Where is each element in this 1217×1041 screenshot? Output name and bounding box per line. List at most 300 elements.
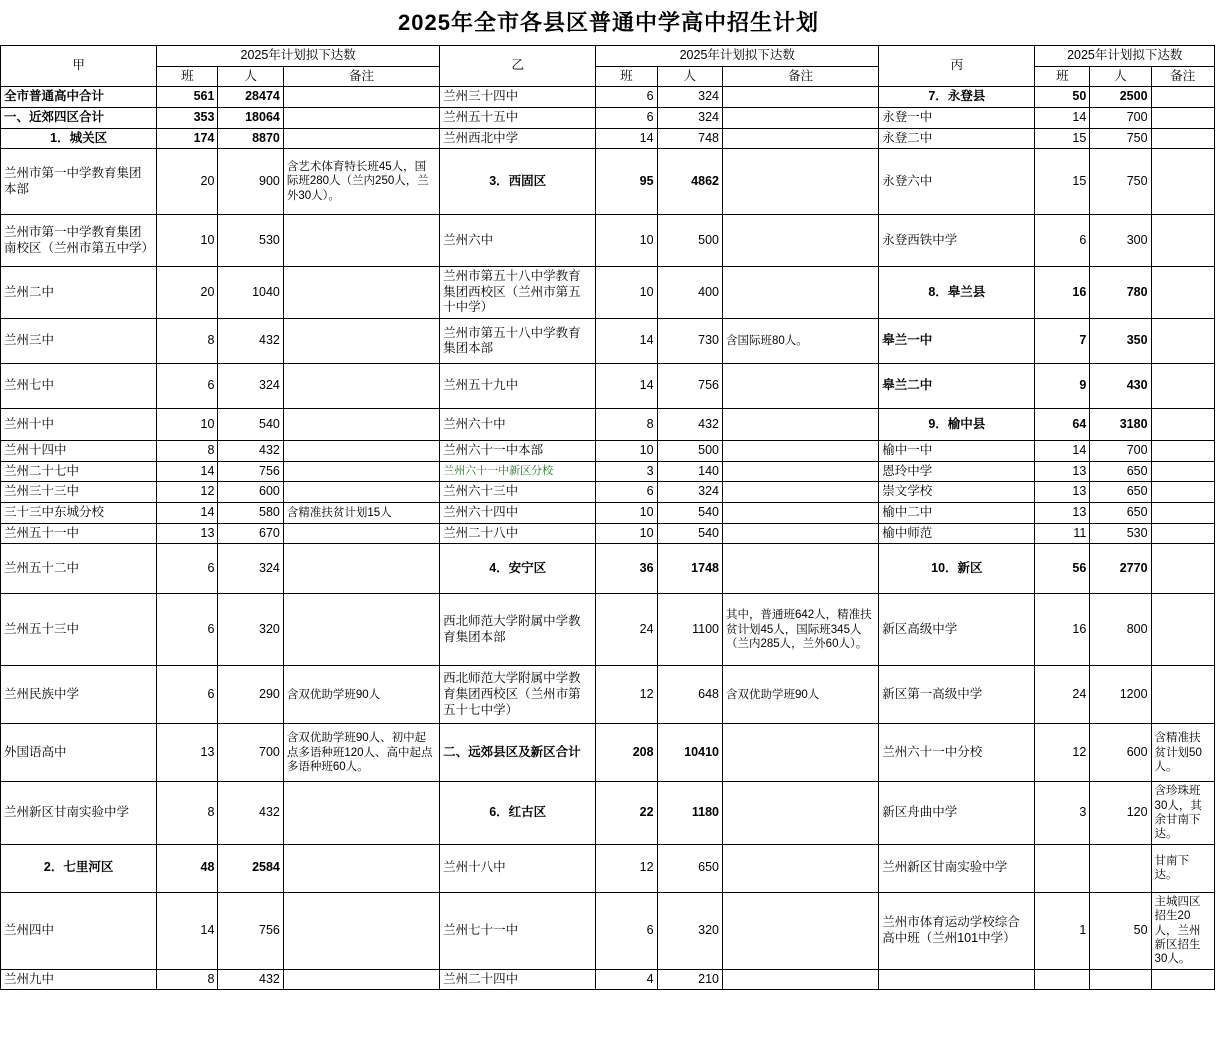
cell-class-count: 561 [157,87,218,108]
cell-note [283,482,439,503]
table-row [1,461,1215,482]
cell-school-name: 兰州二十八中 [440,523,596,544]
cell-school-name: 兰州市第一中学教育集团本部 [1,149,157,215]
header-group-a: 甲 [1,46,157,87]
header-group-c: 丙 [879,46,1035,87]
cell-student-count: 324 [657,107,722,128]
cell-note [1151,409,1214,441]
cell-student-count: 324 [218,544,283,594]
header-plan-b: 2025年计划拟下达数 [596,46,879,67]
cell-class-count: 12 [157,482,218,503]
cell-student-count: 1748 [657,544,722,594]
cell-student-count: 756 [218,892,283,969]
cell-class-count: 36 [596,544,657,594]
cell-class-count: 14 [596,128,657,149]
cell-school-name: 皋兰二中 [879,364,1035,409]
cell-student-count: 324 [657,87,722,108]
cell-student-count: 1180 [657,782,722,845]
cell-class-count: 20 [157,267,218,319]
table-row [1,892,1215,969]
header-note-b: 备注 [722,66,878,87]
header-class-b: 班 [596,66,657,87]
cell-note [1151,128,1214,149]
cell-note: 含双优助学班90人、初中起点多语种班120人、高中起点多语种班60人。 [283,724,439,782]
cell-student-count [1090,969,1151,990]
cell-school-name: 永登六中 [879,149,1035,215]
cell-student-count: 500 [657,441,722,462]
cell-note [283,364,439,409]
cell-class-count: 15 [1035,149,1090,215]
cell-note: 含精准扶贫计划50人。 [1151,724,1214,782]
cell-class-count: 10 [596,267,657,319]
cell-school-name: 皋兰一中 [879,319,1035,364]
cell-note [283,107,439,128]
cell-student-count: 800 [1090,594,1151,666]
cell-school-name: 榆中一中 [879,441,1035,462]
table-row [1,441,1215,462]
cell-school-name: 永登二中 [879,128,1035,149]
cell-class-count: 14 [157,503,218,524]
cell-class-count [1035,844,1090,892]
cell-school-name: 二、远郊县区及新区合计 [440,724,596,782]
cell-note [722,969,878,990]
cell-school-name: 7．永登县 [879,87,1035,108]
cell-school-name: 兰州五十三中 [1,594,157,666]
cell-student-count: 756 [218,461,283,482]
cell-note [283,87,439,108]
cell-class-count: 50 [1035,87,1090,108]
cell-note [722,844,878,892]
cell-note [1151,544,1214,594]
cell-class-count: 8 [157,782,218,845]
cell-note [1151,969,1214,990]
cell-note [1151,364,1214,409]
header-people-b: 人 [657,66,722,87]
cell-note [722,107,878,128]
cell-school-name: 4．安宁区 [440,544,596,594]
cell-school-name: 兰州六十一中新区分校 [440,461,596,482]
cell-class-count: 353 [157,107,218,128]
cell-school-name: 兰州十中 [1,409,157,441]
cell-class-count: 14 [157,892,218,969]
table-row [1,969,1215,990]
cell-class-count: 10 [157,409,218,441]
table-row [1,409,1215,441]
cell-note [1151,594,1214,666]
cell-student-count: 290 [218,666,283,724]
cell-note [722,782,878,845]
cell-school-name: 兰州六十一中分校 [879,724,1035,782]
cell-class-count: 64 [1035,409,1090,441]
table-row [1,267,1215,319]
cell-class-count: 14 [596,319,657,364]
header-plan-c: 2025年计划拟下达数 [1035,46,1215,67]
cell-note [1151,482,1214,503]
cell-school-name: 兰州六十四中 [440,503,596,524]
cell-note [283,782,439,845]
cell-class-count: 20 [157,149,218,215]
cell-school-name: 外国语高中 [1,724,157,782]
cell-school-name: 新区第一高级中学 [879,666,1035,724]
cell-class-count: 6 [157,594,218,666]
cell-class-count: 95 [596,149,657,215]
cell-student-count: 50 [1090,892,1151,969]
cell-note [722,724,878,782]
cell-note [283,594,439,666]
cell-school-name: 3．西固区 [440,149,596,215]
cell-school-name: 兰州十八中 [440,844,596,892]
cell-note [722,441,878,462]
table-row [1,724,1215,782]
cell-student-count [1090,844,1151,892]
cell-class-count: 16 [1035,267,1090,319]
cell-school-name: 兰州七中 [1,364,157,409]
cell-class-count: 9 [1035,364,1090,409]
cell-school-name: 兰州二中 [1,267,157,319]
cell-class-count: 10 [157,215,218,267]
cell-note [722,461,878,482]
cell-school-name: 9．榆中县 [879,409,1035,441]
cell-student-count: 530 [218,215,283,267]
cell-school-name: 10．新区 [879,544,1035,594]
cell-note: 含双优助学班90人 [283,666,439,724]
cell-class-count: 15 [1035,128,1090,149]
cell-student-count: 210 [657,969,722,990]
cell-class-count: 13 [157,724,218,782]
table-row [1,666,1215,724]
cell-note [722,503,878,524]
cell-note [283,319,439,364]
cell-student-count: 8870 [218,128,283,149]
cell-note [283,892,439,969]
cell-student-count: 700 [1090,441,1151,462]
enrollment-plan-table [0,45,1215,990]
cell-class-count: 14 [1035,107,1090,128]
cell-note [722,482,878,503]
cell-school-name: 兰州二十七中 [1,461,157,482]
cell-note [722,364,878,409]
cell-school-name: 兰州六中 [440,215,596,267]
table-row [1,364,1215,409]
cell-class-count: 8 [157,319,218,364]
cell-student-count: 350 [1090,319,1151,364]
cell-school-name: 三十三中东城分校 [1,503,157,524]
cell-class-count: 13 [1035,503,1090,524]
cell-school-name: 兰州西北中学 [440,128,596,149]
cell-school-name: 兰州新区甘南实验中学 [1,782,157,845]
cell-student-count: 2584 [218,844,283,892]
cell-student-count: 320 [218,594,283,666]
cell-student-count: 650 [1090,461,1151,482]
cell-class-count: 6 [596,892,657,969]
cell-student-count: 600 [1090,724,1151,782]
cell-note [283,544,439,594]
table-row [1,87,1215,108]
cell-note [722,87,878,108]
cell-note [722,544,878,594]
cell-student-count: 750 [1090,128,1151,149]
cell-school-name: 兰州三十三中 [1,482,157,503]
cell-student-count: 780 [1090,267,1151,319]
cell-student-count: 650 [1090,503,1151,524]
cell-class-count: 6 [157,544,218,594]
table-row [1,107,1215,128]
cell-class-count: 14 [596,364,657,409]
cell-school-name: 兰州六十中 [440,409,596,441]
cell-student-count: 430 [1090,364,1151,409]
cell-student-count: 670 [218,523,283,544]
cell-student-count: 140 [657,461,722,482]
cell-note [1151,523,1214,544]
cell-school-name: 兰州七十一中 [440,892,596,969]
cell-school-name: 西北师范大学附属中学教育集团本部 [440,594,596,666]
cell-note [722,149,878,215]
cell-class-count: 13 [1035,461,1090,482]
cell-note [283,461,439,482]
cell-class-count: 6 [596,87,657,108]
cell-class-count: 8 [157,441,218,462]
cell-class-count: 11 [1035,523,1090,544]
cell-school-name: 兰州三中 [1,319,157,364]
cell-student-count: 600 [218,482,283,503]
cell-student-count: 300 [1090,215,1151,267]
cell-school-name: 兰州新区甘南实验中学 [879,844,1035,892]
cell-student-count: 4862 [657,149,722,215]
cell-school-name: 兰州五十二中 [1,544,157,594]
header-people-c: 人 [1090,66,1151,87]
cell-class-count: 1 [1035,892,1090,969]
cell-note [1151,503,1214,524]
cell-school-name: 榆中师范 [879,523,1035,544]
header-class-a: 班 [157,66,218,87]
cell-student-count: 432 [657,409,722,441]
cell-school-name: 2．七里河区 [1,844,157,892]
header-note-a: 备注 [283,66,439,87]
cell-student-count: 700 [218,724,283,782]
cell-student-count: 400 [657,267,722,319]
header-class-c: 班 [1035,66,1090,87]
cell-student-count: 432 [218,782,283,845]
cell-school-name: 兰州三十四中 [440,87,596,108]
cell-class-count: 10 [596,503,657,524]
cell-school-name: 西北师范大学附属中学教育集团西校区（兰州市第五十七中学） [440,666,596,724]
cell-note [1151,441,1214,462]
cell-school-name: 兰州十四中 [1,441,157,462]
cell-note [283,409,439,441]
header-people-a: 人 [218,66,283,87]
cell-school-name: 兰州九中 [1,969,157,990]
cell-student-count: 3180 [1090,409,1151,441]
cell-note [283,844,439,892]
cell-student-count: 18064 [218,107,283,128]
cell-school-name: 榆中二中 [879,503,1035,524]
cell-note [283,215,439,267]
cell-class-count: 3 [1035,782,1090,845]
cell-class-count: 24 [596,594,657,666]
cell-note [722,128,878,149]
cell-student-count: 2500 [1090,87,1151,108]
cell-class-count: 13 [157,523,218,544]
table-header-row-1 [1,46,1215,67]
cell-note: 其中，普通班642人，精准扶贫计划45人，国际班345人（兰内285人，兰外60人）。 [722,594,878,666]
cell-class-count: 12 [596,844,657,892]
cell-student-count: 648 [657,666,722,724]
cell-student-count: 730 [657,319,722,364]
cell-school-name: 兰州四中 [1,892,157,969]
cell-student-count: 750 [1090,149,1151,215]
cell-student-count: 324 [657,482,722,503]
cell-student-count: 700 [1090,107,1151,128]
cell-note [722,892,878,969]
cell-class-count: 7 [1035,319,1090,364]
cell-note [1151,267,1214,319]
cell-student-count: 10410 [657,724,722,782]
table-row [1,215,1215,267]
cell-class-count: 10 [596,215,657,267]
cell-class-count: 16 [1035,594,1090,666]
cell-class-count: 12 [596,666,657,724]
cell-student-count: 900 [218,149,283,215]
cell-student-count: 650 [657,844,722,892]
cell-class-count: 8 [596,409,657,441]
cell-class-count: 4 [596,969,657,990]
cell-school-name: 8．皋兰县 [879,267,1035,319]
cell-note [1151,149,1214,215]
cell-school-name: 兰州六十一中本部 [440,441,596,462]
cell-school-name: 新区高级中学 [879,594,1035,666]
cell-class-count: 12 [1035,724,1090,782]
table-row [1,149,1215,215]
cell-student-count: 320 [657,892,722,969]
cell-class-count: 13 [1035,482,1090,503]
cell-school-name: 1．城关区 [1,128,157,149]
cell-note: 含国际班80人。 [722,319,878,364]
cell-class-count: 208 [596,724,657,782]
cell-school-name: 兰州市第五十八中学教育集团本部 [440,319,596,364]
cell-note [283,969,439,990]
cell-school-name: 兰州市第一中学教育集团南校区（兰州市第五中学） [1,215,157,267]
cell-note [283,523,439,544]
cell-note [1151,319,1214,364]
cell-note [1151,666,1214,724]
table-row [1,128,1215,149]
table-row [1,594,1215,666]
cell-student-count: 432 [218,441,283,462]
cell-school-name: 崇文学校 [879,482,1035,503]
cell-school-name: 永登一中 [879,107,1035,128]
cell-note: 主城四区招生20人，兰州新区招生30人。 [1151,892,1214,969]
cell-school-name: 新区舟曲中学 [879,782,1035,845]
cell-class-count: 24 [1035,666,1090,724]
cell-class-count: 6 [157,666,218,724]
table-row [1,319,1215,364]
cell-student-count: 1100 [657,594,722,666]
table-row [1,482,1215,503]
cell-note [1151,215,1214,267]
page-title: 2025年全市各县区普通中学高中招生计划 [398,10,819,35]
cell-class-count: 10 [596,441,657,462]
cell-note: 含艺术体育特长班45人，国际班280人（兰内250人，兰外30人）。 [283,149,439,215]
cell-school-name: 兰州市第五十八中学教育集团西校区（兰州市第五十中学） [440,267,596,319]
cell-student-count: 28474 [218,87,283,108]
header-group-b: 乙 [440,46,596,87]
cell-note [1151,461,1214,482]
cell-class-count: 10 [596,523,657,544]
cell-school-name: 兰州五十一中 [1,523,157,544]
header-note-c: 备注 [1151,66,1214,87]
cell-class-count: 6 [157,364,218,409]
cell-student-count: 324 [218,364,283,409]
cell-class-count: 6 [1035,215,1090,267]
cell-school-name: 6．红古区 [440,782,596,845]
cell-note [283,441,439,462]
cell-school-name [879,969,1035,990]
cell-note [1151,107,1214,128]
cell-class-count: 14 [157,461,218,482]
cell-class-count: 48 [157,844,218,892]
cell-note [722,409,878,441]
cell-school-name: 恩玲中学 [879,461,1035,482]
cell-note: 含珍珠班30人，其余甘南下达。 [1151,782,1214,845]
cell-student-count: 580 [218,503,283,524]
cell-note [283,267,439,319]
cell-class-count: 22 [596,782,657,845]
cell-note [283,128,439,149]
cell-note [722,523,878,544]
cell-note: 含双优助学班90人 [722,666,878,724]
cell-class-count: 14 [1035,441,1090,462]
cell-student-count: 2770 [1090,544,1151,594]
cell-student-count: 540 [657,523,722,544]
cell-note: 甘南下达。 [1151,844,1214,892]
cell-class-count: 3 [596,461,657,482]
cell-student-count: 540 [657,503,722,524]
cell-school-name: 一、近郊四区合计 [1,107,157,128]
cell-student-count: 650 [1090,482,1151,503]
cell-school-name: 永登西铁中学 [879,215,1035,267]
table-row [1,503,1215,524]
cell-student-count: 748 [657,128,722,149]
cell-class-count [1035,969,1090,990]
cell-class-count: 56 [1035,544,1090,594]
cell-student-count: 500 [657,215,722,267]
table-row [1,844,1215,892]
cell-note: 含精准扶贫计划15人 [283,503,439,524]
cell-note [722,215,878,267]
cell-student-count: 540 [218,409,283,441]
cell-class-count: 8 [157,969,218,990]
cell-school-name: 全市普通高中合计 [1,87,157,108]
cell-student-count: 1040 [218,267,283,319]
cell-class-count: 174 [157,128,218,149]
cell-class-count: 6 [596,107,657,128]
cell-school-name: 兰州五十五中 [440,107,596,128]
cell-school-name: 兰州二十四中 [440,969,596,990]
cell-student-count: 1200 [1090,666,1151,724]
cell-school-name: 兰州民族中学 [1,666,157,724]
table-row [1,544,1215,594]
header-plan-a: 2025年计划拟下达数 [157,46,440,67]
cell-student-count: 432 [218,969,283,990]
cell-note [722,267,878,319]
cell-student-count: 756 [657,364,722,409]
table-row [1,782,1215,845]
cell-school-name: 兰州五十九中 [440,364,596,409]
cell-student-count: 120 [1090,782,1151,845]
cell-school-name: 兰州市体育运动学校综合高中班（兰州101中学） [879,892,1035,969]
cell-student-count: 432 [218,319,283,364]
cell-school-name: 兰州六十三中 [440,482,596,503]
